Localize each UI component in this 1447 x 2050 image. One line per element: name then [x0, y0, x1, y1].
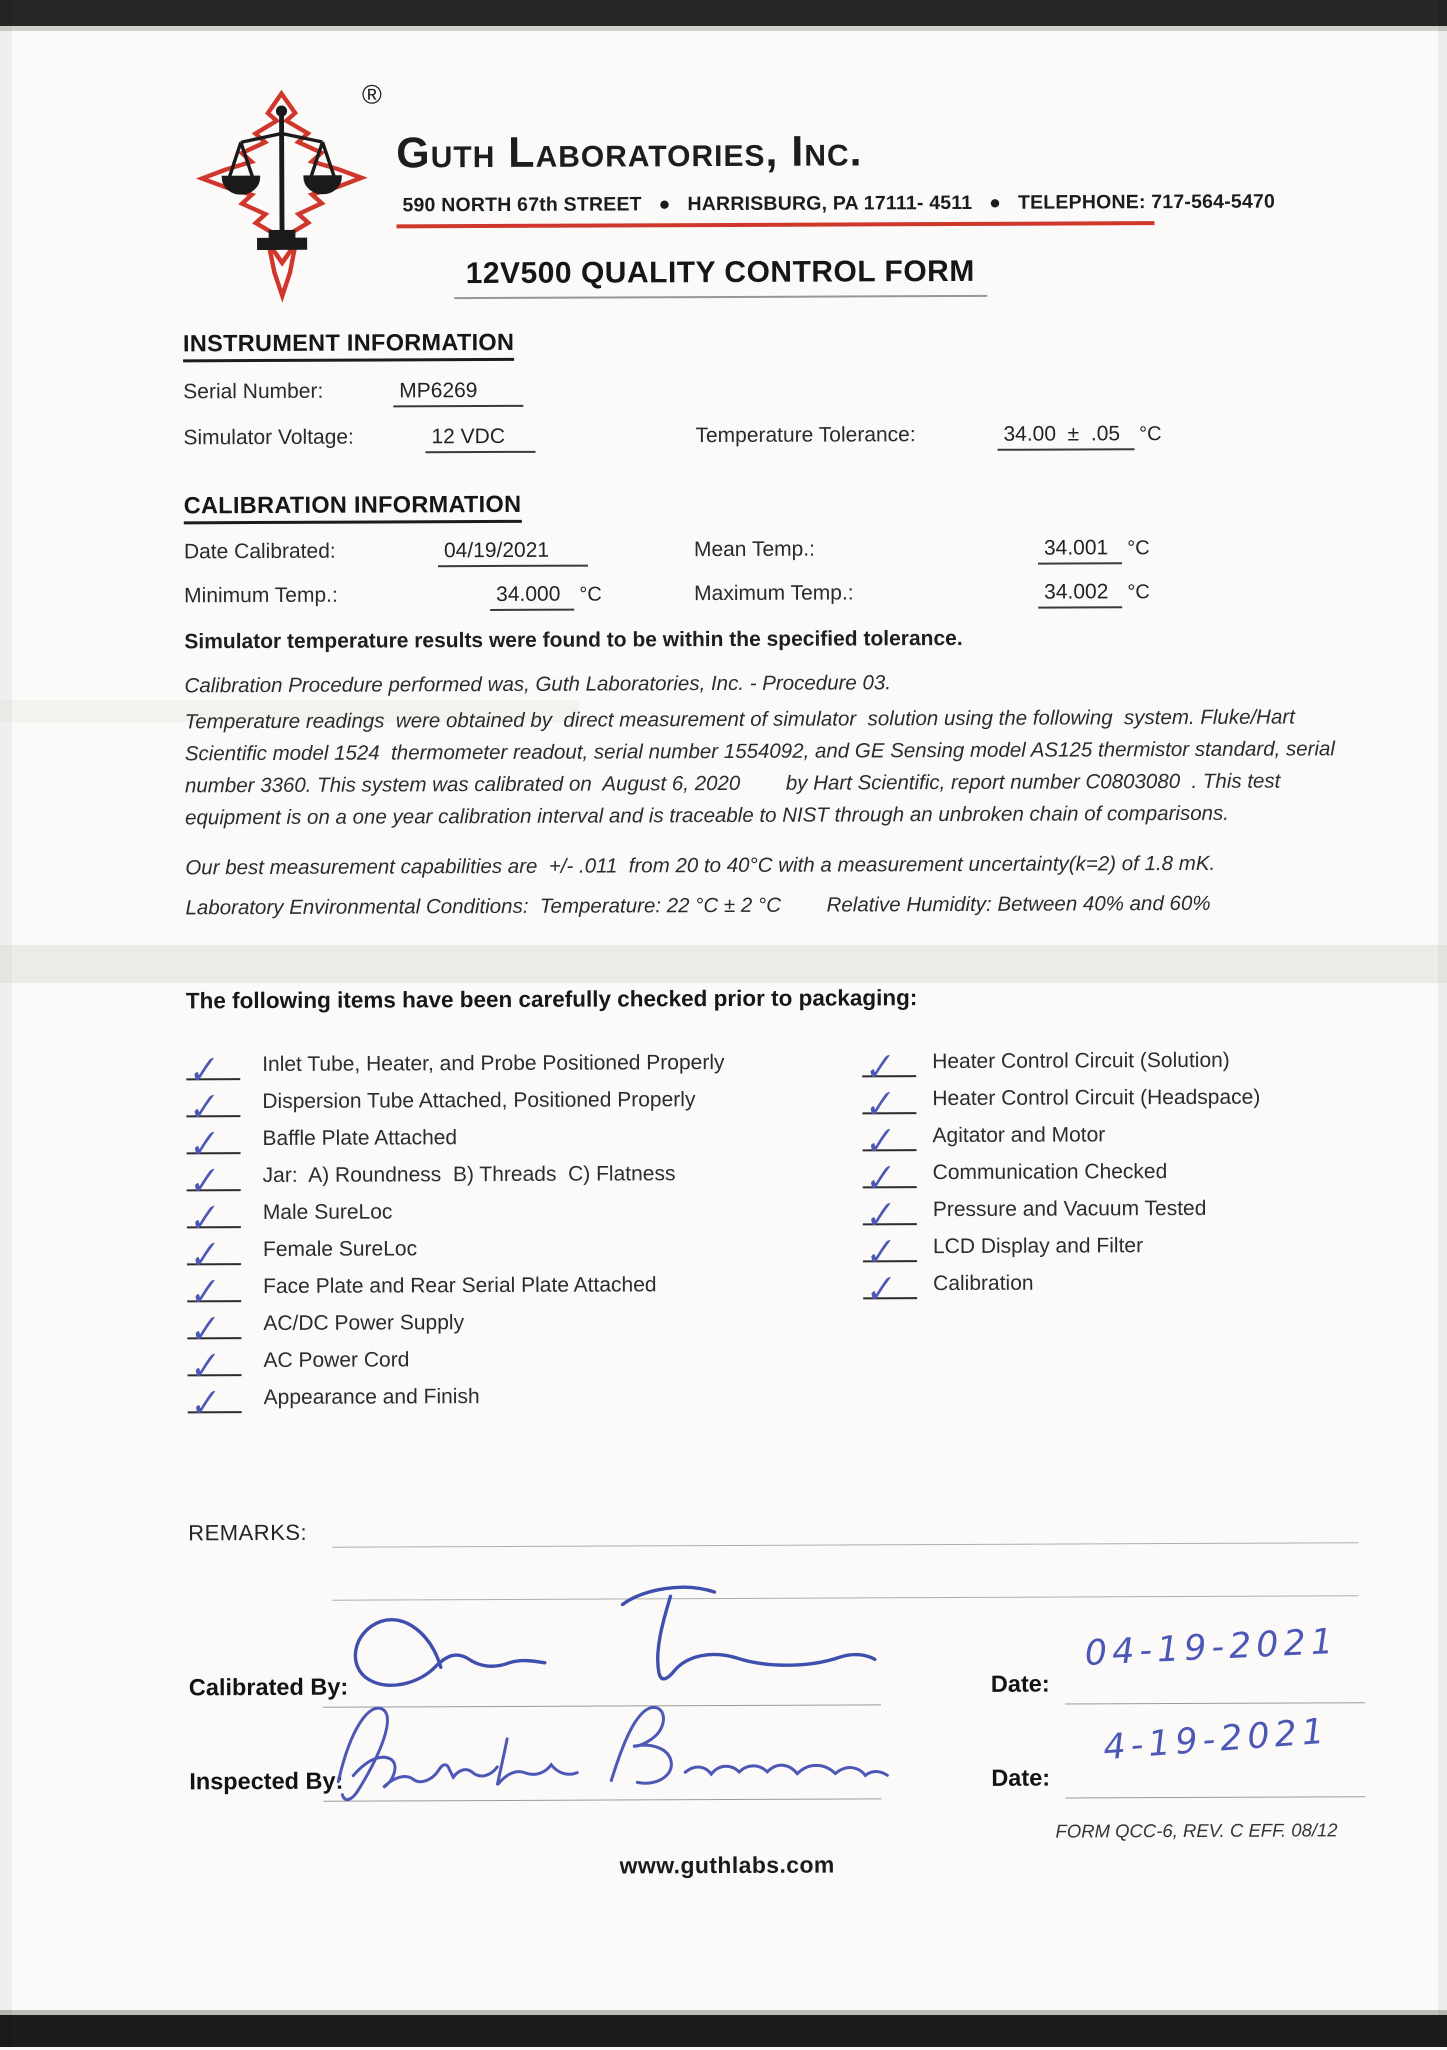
min-temp-unit: °C: [579, 583, 602, 606]
temperature-tolerance-label: Temperature Tolerance:: [695, 423, 916, 448]
checkmark-icon: ✓: [188, 1156, 222, 1205]
checkbox-line: [863, 1154, 917, 1202]
mean-temp-label: Mean Temp.:: [693, 537, 815, 562]
temperature-tolerance-value: 34.00 ± .05: [997, 422, 1134, 451]
checkbox-line: [186, 1119, 240, 1168]
min-temp-value: 34.000: [490, 583, 574, 611]
remarks-label: REMARKS:: [188, 1519, 308, 1546]
checkbox-line: [863, 1228, 917, 1276]
temperature-tolerance-field: [997, 422, 1161, 451]
logo-bottom-spike: [268, 243, 295, 296]
checklist-item-label: AC Power Cord: [263, 1348, 410, 1373]
calibrated-by-label: Calibrated By:: [188, 1673, 349, 1701]
environment-note: Laboratory Environmental Conditions: Temperature: 22 °C ± 2 °C Relative Humidity: Between 40% and 60%: [185, 891, 1211, 920]
checkbox-line: [187, 1304, 241, 1353]
checkmark-icon: ✓: [189, 1341, 222, 1390]
checklist-item-label: Inlet Tube, Heater, and Probe Positioned Properly: [262, 1050, 725, 1077]
form-title: 12V500 QUALITY CONTROL FORM: [454, 255, 987, 299]
date-calibrated-value: 04/19/2021: [438, 539, 588, 568]
inspected-date-label: Date:: [991, 1764, 1051, 1791]
checkbox-line: [187, 1156, 241, 1205]
mean-temp-value: 34.001: [1038, 536, 1122, 564]
simulator-voltage-value: 12 VDC: [425, 425, 535, 453]
checkbox-line: [186, 1045, 240, 1094]
remarks-line-1: [332, 1542, 1358, 1547]
checklist-item-label: Baffle Plate Attached: [262, 1126, 458, 1151]
checkmark-icon: ✓: [189, 1378, 222, 1427]
form-id: FORM QCC-6, REV. C EFF. 08/12: [1055, 1819, 1338, 1842]
min-temp-label: Minimum Temp.:: [184, 583, 338, 608]
checkbox-line: [187, 1341, 241, 1390]
checkmark-icon: ✓: [188, 1119, 221, 1168]
checklist-item-label: Heater Control Circuit (Solution): [932, 1048, 1230, 1074]
registered-trademark-symbol: ®: [361, 79, 382, 110]
calibrated-date-label: Date:: [990, 1670, 1050, 1697]
balance-scale-icon: [223, 107, 340, 248]
company-address: 590 NORTH 67th STREET ● HARRISBURG, PA 17111- 4511 ● TELEPHONE: 717-564-5470: [402, 190, 1276, 217]
header-red-rule: [397, 221, 1155, 228]
checkbox-line: [187, 1267, 241, 1316]
checklist-item-label: AC/DC Power Supply: [263, 1311, 465, 1336]
checkmark-icon: ✓: [865, 1265, 898, 1313]
max-temp-label: Maximum Temp.:: [694, 581, 854, 606]
serial-number-value: MP6269: [393, 379, 523, 408]
checklist-item-label: Calibration: [933, 1271, 1034, 1296]
capability-note: Our best measurement capabilities are +/- .011 from 20 to 40°C with a measurement uncertainty(k=2) of 1.8 mK.: [185, 851, 1216, 880]
checkbox-line: [862, 1043, 916, 1091]
checkmark-icon: ✓: [188, 1230, 222, 1279]
checkmark-icon: ✓: [188, 1082, 221, 1131]
company-logo: [194, 87, 370, 323]
checklist-item-label: Jar: A) Roundness B) Threads C) Flatness: [262, 1162, 676, 1188]
checkmark-icon: ✓: [864, 1043, 897, 1091]
serial-number-label: Serial Number:: [183, 379, 324, 404]
inspected-by-label: Inspected By:: [189, 1767, 344, 1795]
checkmark-icon: ✓: [864, 1154, 898, 1202]
checkbox-line: [862, 1080, 916, 1128]
calibration-info-heading: CALIBRATION INFORMATION: [184, 491, 522, 524]
checklist-item-label: Male SureLoc: [262, 1200, 393, 1225]
checkmark-icon: ✓: [189, 1304, 222, 1353]
mean-temp-unit: °C: [1127, 537, 1150, 560]
checklist-item-label: Dispersion Tube Attached, Positioned Properly: [262, 1088, 696, 1114]
checkmark-icon: ✓: [188, 1193, 222, 1242]
procedure-note: Calibration Procedure performed was, Guth Laboratories, Inc. - Procedure 03.: [184, 671, 892, 698]
method-paragraph: Temperature readings were obtained by direct measurement of simulator solution using the following system. Fluke/Hart Scientific model 1524 thermometer readout, serial number 1554092, and GE Sensing model AS125 thermistor standard, serial number 3360. This system was calibrated on August 6, 2020 by Hart Scientific, report number C0803080 . This test equipment is on a one year calibration interval and is traceable to NIST through an unbroken chain of comparisons.: [184, 705, 1336, 830]
calibrated-date-value: 04-19-2021: [1083, 1621, 1339, 1674]
inspected-date-value: 4-19-2021: [1101, 1711, 1331, 1769]
checkbox-line: [863, 1191, 917, 1239]
instrument-info-heading: INSTRUMENT INFORMATION: [183, 329, 514, 362]
simulator-voltage-label: Simulator Voltage:: [183, 425, 354, 450]
checkmark-icon: ✓: [189, 1267, 222, 1316]
checklist-item-label: LCD Display and Filter: [932, 1234, 1144, 1259]
date-calibrated-label: Date Calibrated:: [183, 539, 336, 564]
checklist-heading: The following items have been carefully checked prior to packaging:: [185, 985, 918, 1014]
inspected-date-line: [1065, 1796, 1365, 1798]
checkbox-line: [187, 1193, 241, 1242]
mean-temp-field: [1038, 536, 1150, 564]
calibrated-date-line: [1065, 1702, 1365, 1704]
checklist-item-label: Face Plate and Rear Serial Plate Attached: [263, 1273, 657, 1299]
temperature-tolerance-unit: °C: [1138, 423, 1162, 446]
checklist-item-label: Heater Control Circuit (Headspace): [932, 1085, 1261, 1111]
checkbox-line: [186, 1082, 240, 1131]
checklist-item-label: Appearance and Finish: [263, 1385, 480, 1410]
checklist-item-label: Communication Checked: [932, 1160, 1168, 1185]
website-text: www.guthlabs.com: [619, 1851, 835, 1879]
tolerance-result-statement: Simulator temperature results were found to be within the specified tolerance.: [184, 626, 963, 654]
max-temp-unit: °C: [1127, 581, 1150, 604]
max-temp-value: 34.002: [1038, 580, 1122, 608]
checkmark-icon: ✓: [864, 1117, 897, 1165]
checkmark-icon: ✓: [864, 1191, 898, 1239]
checklist-item-label: Pressure and Vacuum Tested: [932, 1196, 1207, 1222]
checkmark-icon: ✓: [864, 1228, 898, 1276]
min-temp-field: [490, 583, 602, 611]
checkbox-line: [862, 1117, 916, 1165]
max-temp-field: [1038, 580, 1150, 608]
checkmark-icon: ✓: [188, 1045, 221, 1094]
company-name: Guth Laboratories, Inc.: [396, 127, 863, 178]
checklist-item-label: Female SureLoc: [262, 1237, 418, 1262]
checkbox-line: [187, 1230, 241, 1279]
checkbox-line: [188, 1378, 242, 1427]
inspected-by-signature: [293, 1679, 904, 1807]
checkmark-icon: ✓: [864, 1080, 897, 1128]
checklist-item-label: Agitator and Motor: [932, 1123, 1106, 1148]
checkbox-line: [863, 1265, 917, 1313]
